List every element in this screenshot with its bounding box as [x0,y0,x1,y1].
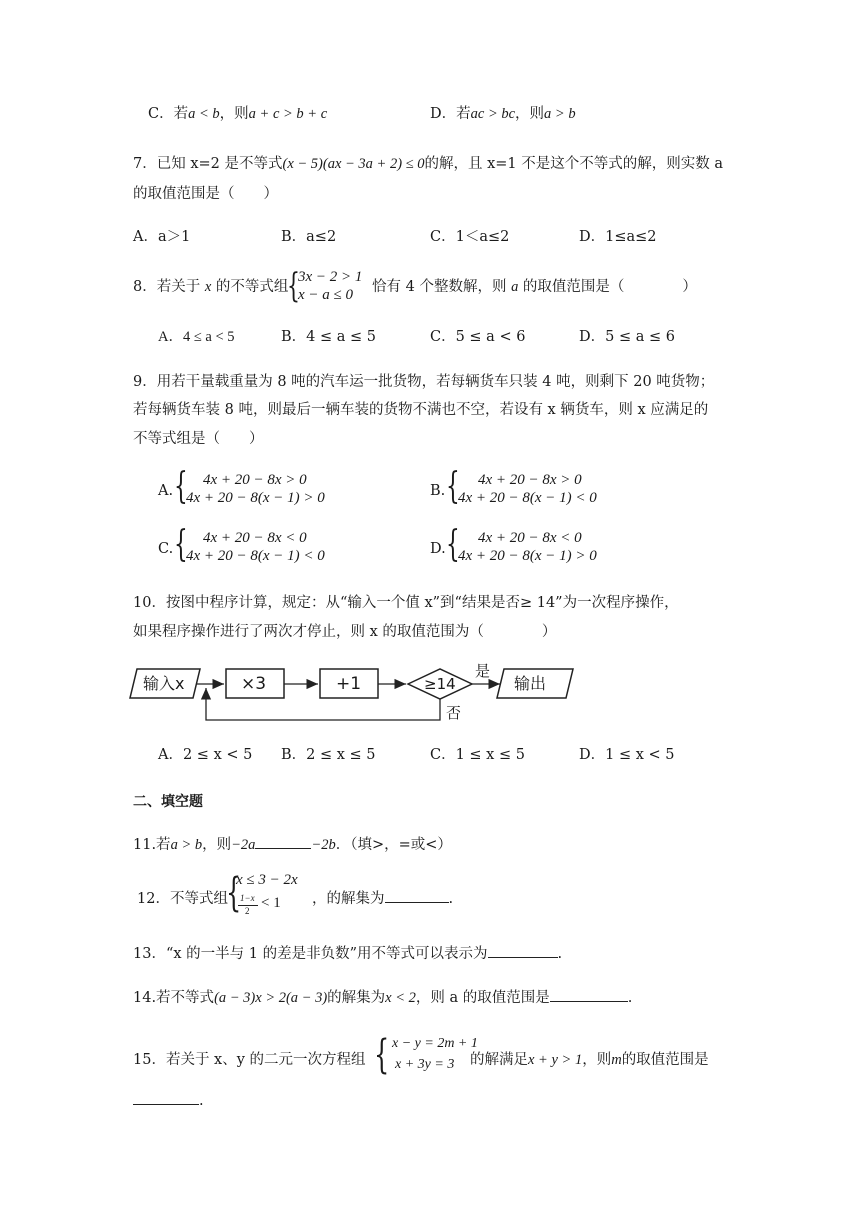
q9-option-c-line1: 4x + 20 − 8x < 0 [203,530,307,546]
flow-plus1-label: +1 [336,674,362,694]
q15-system-line2: x + 3y = 3 [395,1057,455,1072]
q6-option-c: C．若a < b，则a + c > b + c [148,106,328,122]
flow-input-label: 输入x [143,674,185,693]
q9-option-c-brace: { [174,524,188,565]
flow-condition-label: ≥14 [424,675,456,693]
q6-option-d: D．若ac > bc，则a > b [430,106,576,122]
q10-option-b: B．2 ≤ x ≤ 5 [281,747,376,763]
q9-option-a-line1: 4x + 20 − 8x > 0 [203,472,307,488]
q15-answer-line: . [133,1090,204,1112]
q9-option-c-label: C. [158,541,174,557]
q7-option-a: A．a＞1 [133,229,191,245]
q11: 11.若a > b，则−2a −2b．（填>，=或<） [133,834,452,856]
q12-system-frac-num: 1−x [240,893,255,903]
q11-answer-blank[interactable] [255,834,311,849]
q7-option-c: C．1＜a≤2 [430,229,510,245]
flow-output-label: 输出 [514,674,547,693]
q12-system-brace: { [226,870,242,916]
flow-yes-label: 是 [475,662,491,680]
flow-no-label: 否 [446,704,462,722]
q15-system-line1: x − y = 2m + 1 [392,1036,478,1051]
q15-stem-b: 的解满足x + y > 1，则m的取值范围是 [470,1052,709,1068]
q15-system-brace: { [374,1032,390,1078]
q8-option-c: C．5 ≤ a < 6 [430,329,526,345]
q9-option-b-line2: 4x + 20 − 8(x − 1) < 0 [458,490,597,506]
q8-system-line2: x − a ≤ 0 [298,287,354,303]
q14: 14.若不等式(a − 3)x > 2(a − 3)的解集为x < 2，则 a 的取值范围是 . [133,987,632,1009]
q10-option-c: C．1 ≤ x ≤ 5 [430,747,525,763]
q12-system-frac-den: 2 [245,906,250,916]
q8-system-line1: 3x − 2 > 1 [298,269,363,285]
q10-stem-line1: 10．按图中程序计算，规定：从“输入一个值 x”到“结果是否≥ 14”为一次程序操作， [133,595,679,611]
q9-option-b-line1: 4x + 20 − 8x > 0 [478,472,582,488]
q10-stem-line2: 如果程序操作进行了两次才停止，则 x 的取值范围为（ ） [133,624,557,640]
flow-times3-label: ×3 [241,674,267,694]
q9-option-a-label: A. [158,483,174,499]
q7-option-b: B．a≤2 [281,229,337,245]
q12-stem-a: 12．不等式组 [137,891,228,907]
q9-option-d-line2: 4x + 20 − 8(x − 1) > 0 [458,548,597,564]
q9-option-b-brace: { [446,466,460,507]
q7-stem-line2: 的取值范围是（ ） [133,186,278,202]
q9-option-a-brace: { [174,466,188,507]
q14-answer-blank[interactable] [550,987,628,1002]
q9-option-d-brace: { [446,524,460,565]
section-heading-fill-blank: 二、填空题 [133,794,203,810]
q9-option-b-label: B. [430,483,446,499]
q8-option-a: A．4 ≤ a < 5 [158,329,235,345]
q8-stem-a: 8．若关于 x 的不等式组 [133,279,289,295]
q10-option-d: D．1 ≤ x < 5 [579,747,675,763]
q9-stem-line2: 若每辆货车装 8 吨，则最后一辆车装的货物不满也不空，若设有 x 辆货车，则 x 应满足的 [133,402,709,418]
q10-option-a: A．2 ≤ x < 5 [158,747,253,763]
q9-option-d-label: D. [430,541,446,557]
q9-stem-line1: 9．用若干量载重量为 8 吨的汽车运一批货物，若每辆货车只装 4 吨，则剩下 20 吨货物； [133,374,715,390]
q9-stem-line3: 不等式组是（ ） [133,431,264,447]
q12-system-line1: x ≤ 3 − 2x [236,872,298,888]
q8-system-brace: { [287,266,300,306]
q8-option-b: B．4 ≤ a ≤ 5 [281,329,376,345]
q8-option-d: D．5 ≤ a ≤ 6 [579,329,675,345]
q9-option-a-line2: 4x + 20 − 8(x − 1) > 0 [186,490,325,506]
q13: 13．“x 的一半与 1 的差是非负数”用不等式可以表示为 . [133,943,562,965]
q9-option-c-line2: 4x + 20 − 8(x − 1) < 0 [186,548,325,564]
q13-answer-blank[interactable] [488,943,558,958]
q12-system-line2-rest: < 1 [261,895,281,911]
q15-stem-a: 15．若关于 x、y 的二元一次方程组 [133,1052,366,1068]
q15-answer-blank[interactable] [133,1090,199,1105]
q9-option-d-line1: 4x + 20 − 8x < 0 [478,530,582,546]
q7-option-d: D．1≤a≤2 [579,229,657,245]
q7-stem-line1: 7．已知 x=2 是不等式(x − 5)(ax − 3a + 2) ≤ 0的解，且 x=1 不是这个不等式的解，则实数 a [133,156,724,172]
q8-stem-b: 恰有 4 个整数解，则 a 的取值范围是（ ） [372,279,697,295]
q12-stem-b: ，的解集为 . [312,888,453,910]
q12-answer-blank[interactable] [385,888,449,903]
